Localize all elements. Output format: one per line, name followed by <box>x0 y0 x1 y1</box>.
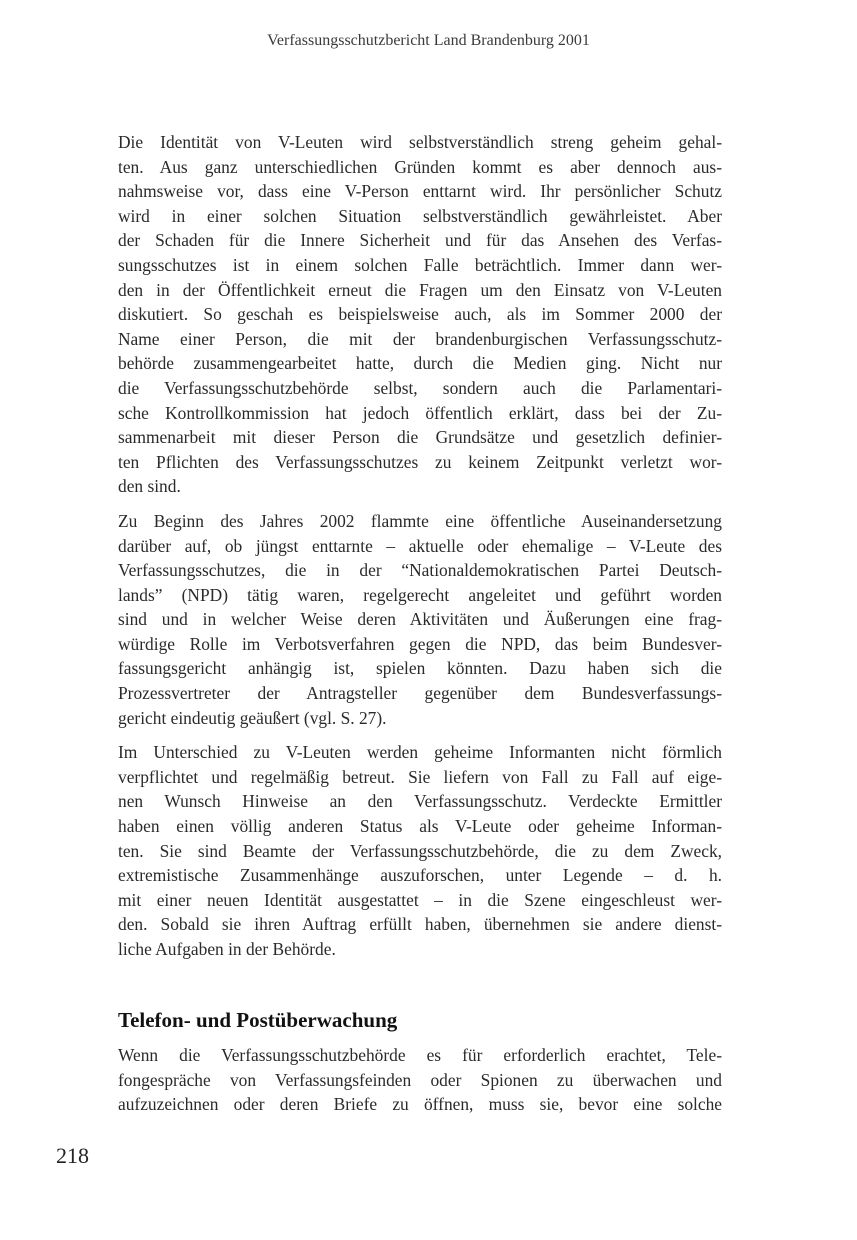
text-line: Name einer Person, die mit der brandenburgischen Verfassungsschutz- <box>118 328 722 349</box>
text-line: wird in einer solchen Situation selbstverständlich gewährleistet. Aber <box>118 205 722 226</box>
text-line: die Verfassungsschutzbehörde selbst, sondern auch die Parlamentari- <box>118 377 722 398</box>
text-line: fongespräche von Verfassungsfeinden oder Spionen zu überwachen und <box>118 1069 722 1090</box>
text-line: extremistische Zusammenhänge auszuforschen, unter Legende – d. h. <box>118 865 722 886</box>
text-line: aufzuzeichnen oder deren Briefe zu öffnen, muss sie, bevor eine solche <box>118 1094 722 1115</box>
text-line: Verfassungsschutzes, die in der “Nationaldemokratischen Partei Deutsch- <box>118 560 722 581</box>
paragraph-spacer <box>118 730 722 740</box>
text-line: gericht eindeutig geäußert (vgl. S. 27). <box>118 707 387 728</box>
section-heading: Telefon- und Postüberwachung <box>118 1008 398 1032</box>
page-number: 218 <box>56 1143 89 1168</box>
text-line: sammenarbeit mit dieser Person die Grundsätze und gesetzlich definier- <box>118 427 722 448</box>
text-line: Die Identität von V-Leuten wird selbstverständlich streng geheim gehal- <box>118 132 722 152</box>
body-text <box>118 130 722 962</box>
text-line: Im Unterschied zu V-Leuten werden geheime Informanten nicht förmlich <box>118 742 722 763</box>
text-line: Zu Beginn des Jahres 2002 flammte eine öffentliche Auseinandersetzung <box>118 510 722 531</box>
section-body-text <box>118 1043 722 1117</box>
text-line: ten Pflichten des Verfassungsschutzes zu keinem Zeitpunkt verletzt wor- <box>118 451 722 472</box>
text-line: den sind. <box>118 476 181 497</box>
running-header: Verfassungsschutzbericht Land Brandenburg 2001 <box>267 32 590 49</box>
text-line: würdige Rolle im Verbotsverfahren gegen die NPD, das beim Bundesver- <box>118 633 722 654</box>
text-line: mit einer neuen Identität ausgestattet – in die Szene eingeschleust wer- <box>118 889 722 910</box>
text-line: ten. Sie sind Beamte der Verfassungsschutzbehörde, die zu dem Zweck, <box>118 840 722 861</box>
text-line: Prozessvertreter der Antragsteller gegenüber dem Bundesverfassungs- <box>118 683 722 704</box>
text-line: den. Sobald sie ihren Auftrag erfüllt haben, übernehmen sie andere dienst- <box>118 914 722 935</box>
paragraph-npd-debate <box>118 509 722 730</box>
text-line: ten. Aus ganz unterschiedlichen Gründen kommt es aber dennoch aus- <box>118 156 722 177</box>
paragraph-v-leute-identity <box>118 130 722 499</box>
text-line: der Schaden für die Innere Sicherheit und für das Ansehen des Verfas- <box>118 230 722 251</box>
text-line: haben einen völlig anderen Status als V-Leute oder geheime Informan- <box>118 816 722 837</box>
text-line: diskutiert. So geschah es beispielsweise auch, als im Sommer 2000 der <box>118 304 722 325</box>
text-line: nahmsweise vor, dass eine V-Person enttarnt wird. Ihr persönlicher Schutz <box>118 181 722 202</box>
text-line: sungsschutzes ist in einem solchen Falle beträchtlich. Immer dann wer- <box>118 254 722 275</box>
text-line: nen Wunsch Hinweise an den Verfassungsschutz. Verdeckte Ermittler <box>118 791 722 812</box>
paragraph-surveillance <box>118 1043 722 1117</box>
text-line: Wenn die Verfassungsschutzbehörde es für erforderlich erachtet, Tele- <box>118 1045 722 1065</box>
text-line: verpflichtet und regelmäßig betreut. Sie liefern von Fall zu Fall auf eige- <box>118 766 722 787</box>
text-line: lands” (NPD) tätig waren, regelgerecht angeleitet und geführt worden <box>118 584 722 605</box>
text-line: sind und in welcher Weise deren Aktivitäten und Äußerungen eine frag- <box>118 609 722 630</box>
text-line: behörde zusammengearbeitet hatte, durch die Medien ging. Nicht nur <box>118 353 722 374</box>
text-line: liche Aufgaben in der Behörde. <box>118 939 336 959</box>
paragraph-spacer <box>118 499 722 509</box>
text-line: sche Kontrollkommission hat jedoch öffentlich erklärt, dass bei der Zu- <box>118 402 722 423</box>
paragraph-informants <box>118 740 722 961</box>
text-line: darüber auf, ob jüngst enttarnte – aktuelle oder ehemalige – V-Leute des <box>118 535 722 556</box>
text-line: fassungsgericht anhängig ist, spielen könnten. Dazu haben sich die <box>118 658 722 679</box>
text-line: den in der Öffentlichkeit erneut die Fragen um den Einsatz von V-Leuten <box>118 279 722 300</box>
